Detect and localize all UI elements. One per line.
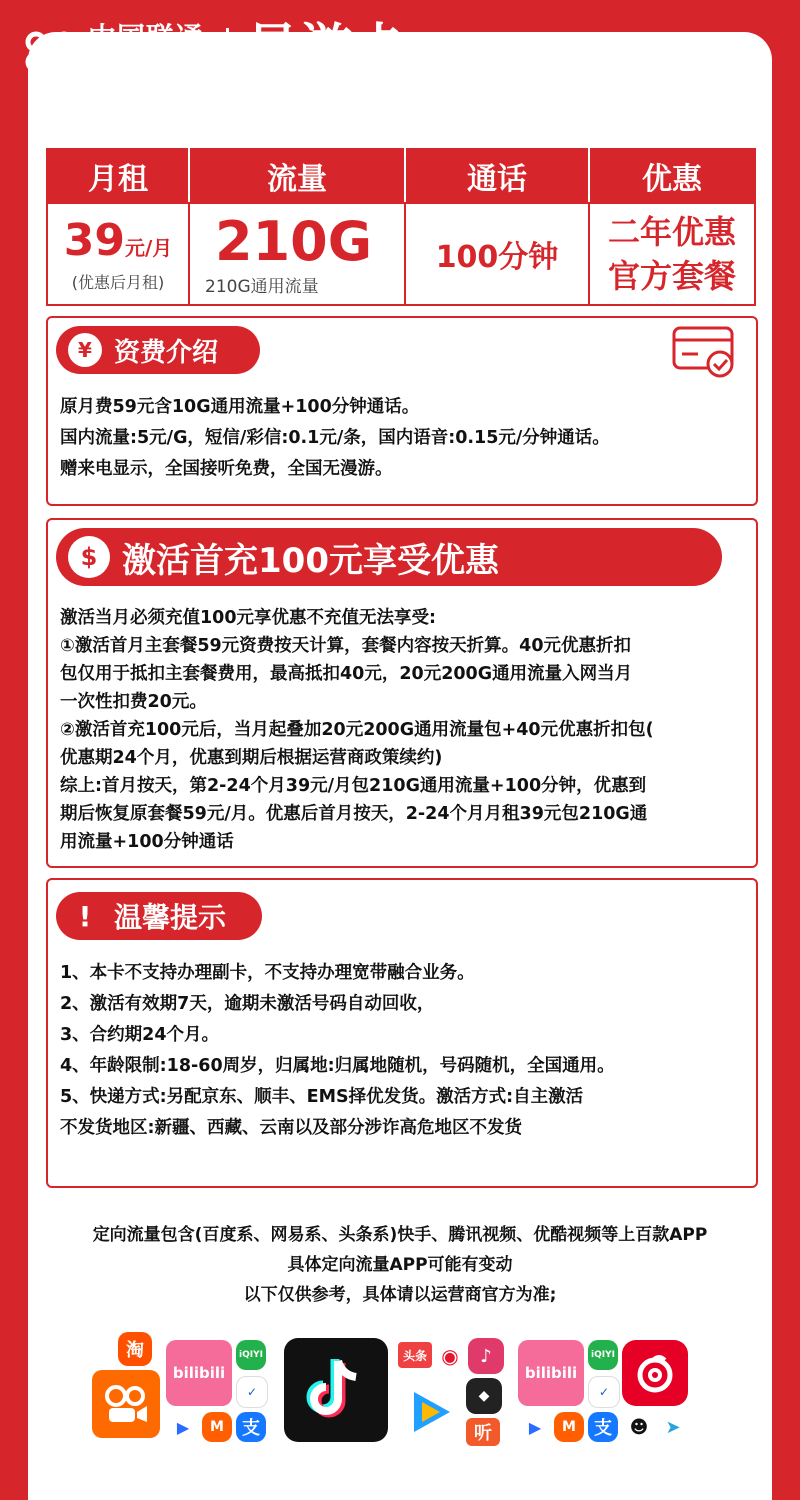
tips-line: 4、年龄限制:18-60周岁，归属地:归属地随机，号码随机，全国通用。: [60, 1056, 615, 1076]
tips-line: 2、激活有效期7天，逾期未激活号码自动回收，: [60, 994, 435, 1014]
activation-line: ①激活首月主套餐59元资费按天计算，套餐内容按天折算。40元优惠折扣: [60, 636, 632, 656]
tips-section: [46, 878, 758, 1188]
price-note: (优惠后月租): [71, 273, 165, 292]
game-icon: ◆: [466, 1378, 502, 1414]
activation-title: 激活首充100元享受优惠: [122, 540, 499, 581]
activation-line: 一次性扣费20元。: [60, 692, 207, 712]
footer-line: 以下仅供参考，具体请以运营商官方为准;: [243, 1285, 557, 1305]
fee-line: 国内流量:5元/G，短信/彩信:0.1元/条，国内语音:0.15元/分钟通话。: [60, 428, 610, 448]
mango-icon: M: [202, 1412, 232, 1442]
fee-line: 原月费59元含10G通用流量+100分钟通话。: [60, 397, 420, 417]
header-data: 流量: [189, 149, 405, 203]
refund-dollar-icon: $: [68, 536, 110, 578]
toutiao-icon: 头条: [398, 1342, 432, 1368]
header: [0, 0, 800, 110]
footer-notes: [28, 1220, 772, 1310]
iqiyi-icon-2: iQIYI: [588, 1340, 618, 1370]
footer-line: 定向流量包含(百度系、网易系、头条系)快手、腾讯视频、优酷视频等上百款APP: [92, 1225, 708, 1245]
fee-lines: [60, 392, 610, 485]
call-value: 100分钟: [435, 240, 559, 275]
alipay-icon-2: 支: [588, 1412, 618, 1442]
tips-line: 5、快递方式:另配京东、顺丰、EMS择优发货。激活方式:自主激活: [60, 1087, 584, 1107]
header-monthly-fee: 月租: [47, 149, 189, 203]
fee-title: 资费介绍: [114, 337, 219, 368]
alipay-icon: 支: [236, 1412, 266, 1442]
bilibili-icon-2: bilibili: [518, 1340, 584, 1406]
youku-icon: ▶: [168, 1412, 198, 1442]
price-cell: [47, 203, 189, 305]
brand-name-en: Chinaunicom: [88, 53, 219, 74]
data-note: 210G通用流量: [205, 276, 319, 297]
price-unit: 元/月: [124, 236, 173, 260]
activation-lines: [60, 604, 654, 856]
tips-line: 1、本卡不支持办理副卡，不支持办理宽带融合业务。: [60, 963, 475, 983]
header-promo: 优惠: [589, 149, 755, 203]
call-cell: [405, 203, 589, 305]
bilibili-icon: bilibili: [166, 1340, 232, 1406]
fee-line: 赠来电显示，全国接听免费，全国无漫游。: [60, 459, 393, 479]
youku-icon-2: ▶: [520, 1412, 550, 1442]
qq-icon: ☻: [624, 1412, 654, 1442]
netease-music-icon: [622, 1340, 688, 1406]
tips-line: 3、合约期24个月。: [60, 1025, 220, 1045]
brand-divider: [226, 28, 229, 76]
data-cell: [189, 203, 405, 305]
tips-lines: [60, 958, 615, 1144]
activation-line: 综上:首月按天，第2-24个月39元/月包210G通用流量+100分钟，优惠到: [60, 776, 647, 796]
warning-icon: !: [78, 899, 92, 933]
data-value: 210G: [215, 209, 373, 273]
card-check-icon: [672, 324, 738, 380]
app-icons-row: [28, 1332, 772, 1482]
footer-line: 具体定向流量APP可能有变动: [287, 1255, 513, 1275]
price-value: 39: [63, 215, 125, 266]
cctv-icon-2: ✓: [588, 1376, 620, 1408]
activation-line: 期后恢复原套餐59元/月。优惠后首月按天，2-24个月月租39元包210G通: [60, 804, 648, 824]
fee-title-pill: [56, 326, 260, 374]
brand-name-cn: 中国联通: [88, 21, 205, 54]
activation-title-pill: [56, 528, 722, 586]
tencent-video-icon: [400, 1382, 460, 1442]
taobao-icon: 淘: [118, 1332, 152, 1366]
activation-line: ②激活首充100元后，当月起叠加20元200G通用流量包+40元优惠折扣包(: [60, 720, 654, 740]
music-note-icon: ♪: [468, 1338, 504, 1374]
telegram-icon: ➤: [658, 1412, 688, 1442]
weibo-icon: ◉: [434, 1340, 466, 1372]
cctv-icon: ✓: [236, 1376, 268, 1408]
promo-line-1: 二年优惠: [607, 213, 736, 251]
plan-summary-table: [46, 148, 756, 306]
promo-cell: [589, 203, 755, 305]
activation-line: 用流量+100分钟通话: [60, 832, 234, 852]
header-calls: 通话: [405, 149, 589, 203]
mango-icon-2: M: [554, 1412, 584, 1442]
product-name: 星游卡: [246, 19, 409, 79]
brand: [88, 22, 219, 74]
promo-line-2: 官方套餐: [607, 257, 736, 295]
china-unicom-knot-icon: [22, 28, 78, 76]
ting-icon: 听: [466, 1418, 500, 1446]
kuaishou-icon: [92, 1370, 160, 1438]
fee-section: [46, 316, 758, 506]
tips-line: 不发货地区:新疆、西藏、云南以及部分涉诈高危地区不发货: [60, 1118, 522, 1138]
tips-title-pill: [56, 892, 262, 940]
activation-line: 包仅用于抵扣主套餐费用，最高抵扣40元，20元200G通用流量入网当月: [60, 664, 633, 684]
activation-line: 激活当月必须充值100元享优惠不充值无法享受:: [60, 608, 437, 628]
activation-section: [46, 518, 758, 868]
iqiyi-icon: iQIYI: [236, 1340, 266, 1370]
yuan-icon: ¥: [68, 333, 102, 367]
activation-line: 优惠期24个月，优惠到期后根据运营商政策续约): [60, 748, 443, 768]
tips-title: 温馨提示: [114, 901, 227, 934]
douyin-icon: [284, 1338, 388, 1442]
